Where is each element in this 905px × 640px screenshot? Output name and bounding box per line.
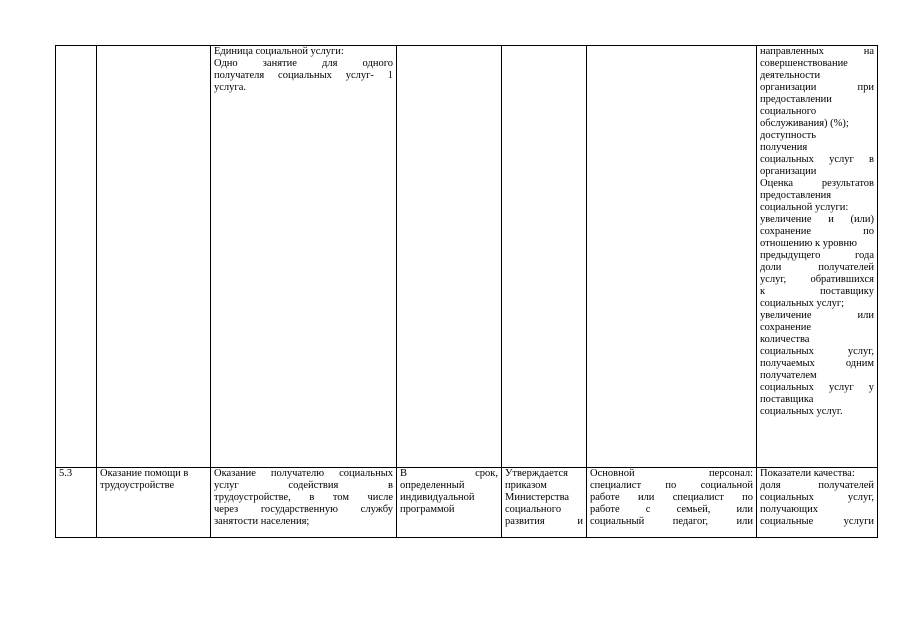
cell-staff <box>587 468 757 538</box>
text-line: получателя социальных услуг- 1 <box>214 70 393 81</box>
text-line: социального <box>505 504 562 515</box>
text-line: сохранение по <box>760 226 874 237</box>
text-line: программой <box>400 504 455 515</box>
text-line: Министерства <box>505 492 570 503</box>
text-line: увеличение или <box>760 310 874 321</box>
text-line: деятельности <box>760 70 821 81</box>
text-line: социальный педагог, или <box>590 516 753 527</box>
text-line: работе с семьей, или <box>590 504 753 515</box>
text-line: специалист по социальной <box>590 480 753 491</box>
text-line: социальной услуги: <box>760 202 849 213</box>
text-line: поставщика <box>760 394 814 405</box>
cell-deadline <box>397 46 502 468</box>
text-line: индивидуальной <box>400 492 475 503</box>
text-line: Оказание получателю социальных <box>214 468 393 479</box>
text-line: получения <box>760 142 808 153</box>
text-line: доли получателей <box>760 262 874 273</box>
text-line: определенный <box>400 480 465 491</box>
text-line: Единица социальной услуги: <box>214 46 344 57</box>
text-line: получаемых одним <box>760 358 874 369</box>
text-line: предыдущего года <box>760 250 874 261</box>
text-line: трудоустройстве, в том числе <box>214 492 393 503</box>
cell-staff <box>587 46 757 468</box>
cell-quality-indicators <box>757 46 878 468</box>
cell-number <box>56 46 97 468</box>
text-line: социальных услуг у <box>760 382 874 393</box>
text-line: услуг, обратившихся <box>760 274 874 285</box>
text-line: работе или специалист по <box>590 492 753 503</box>
text-line: услуг содействия в <box>214 480 393 491</box>
text-line: социальных услуг; <box>760 298 845 309</box>
table-row-continuation <box>56 46 878 468</box>
text-line: Показатели качества: <box>760 468 855 479</box>
table-row-5-3 <box>56 468 878 538</box>
text-line: совершенствование <box>760 58 848 69</box>
text-line: социальных услуг. <box>760 406 843 417</box>
text-line: Одно занятие для одного <box>214 58 393 69</box>
text-line: социальных услуг в <box>760 154 874 165</box>
text-line: доступность <box>760 130 817 141</box>
text-line: организации при <box>760 82 874 93</box>
text-line: увеличение и (или) <box>760 214 874 225</box>
text-line: Утверждается <box>505 468 568 479</box>
services-table <box>55 45 878 538</box>
text-line: количества <box>760 334 810 345</box>
text-line: приказом <box>505 480 547 491</box>
text-line: доля получателей <box>760 480 874 491</box>
text-line: социальные услуги <box>760 516 874 527</box>
text-line: социальных услуг, <box>760 346 874 357</box>
text-line: получающих <box>760 504 818 515</box>
cell-deadline <box>397 468 502 538</box>
cell-standard <box>502 46 587 468</box>
cell-quality-indicators <box>757 468 878 538</box>
text-line: через государственную службу <box>214 504 393 515</box>
text-line: сохранение <box>760 322 811 333</box>
cell-service-description <box>211 46 397 468</box>
cell-service-description <box>211 468 397 538</box>
text-line: предоставлении <box>760 94 832 105</box>
text-line: развития и <box>505 516 583 527</box>
text-line: получателем <box>760 370 817 381</box>
text-line: отношению к уровню <box>760 238 857 249</box>
cell-standard <box>502 468 587 538</box>
text-line: социального <box>760 106 817 117</box>
text-line: организации <box>760 166 817 177</box>
text-line: направленных на <box>760 46 874 57</box>
cell-service-name <box>97 46 211 468</box>
cell-number: 5.3 <box>56 468 97 538</box>
text-line: социальных услуг, <box>760 492 874 503</box>
text-line: трудоустройстве <box>100 480 175 491</box>
text-line: Основной персонал: <box>590 468 753 479</box>
text-line: обслуживания) (%); <box>760 118 849 129</box>
text-line: занятости населения; <box>214 516 310 527</box>
text-line: В срок, <box>400 468 498 479</box>
text-line: Оценка результатов <box>760 178 874 189</box>
text-line: услуга. <box>214 82 246 93</box>
text-line: к поставщику <box>760 286 874 297</box>
cell-service-name <box>97 468 211 538</box>
text-line: предоставления <box>760 190 832 201</box>
text-line: Оказание помощи в <box>100 468 189 479</box>
